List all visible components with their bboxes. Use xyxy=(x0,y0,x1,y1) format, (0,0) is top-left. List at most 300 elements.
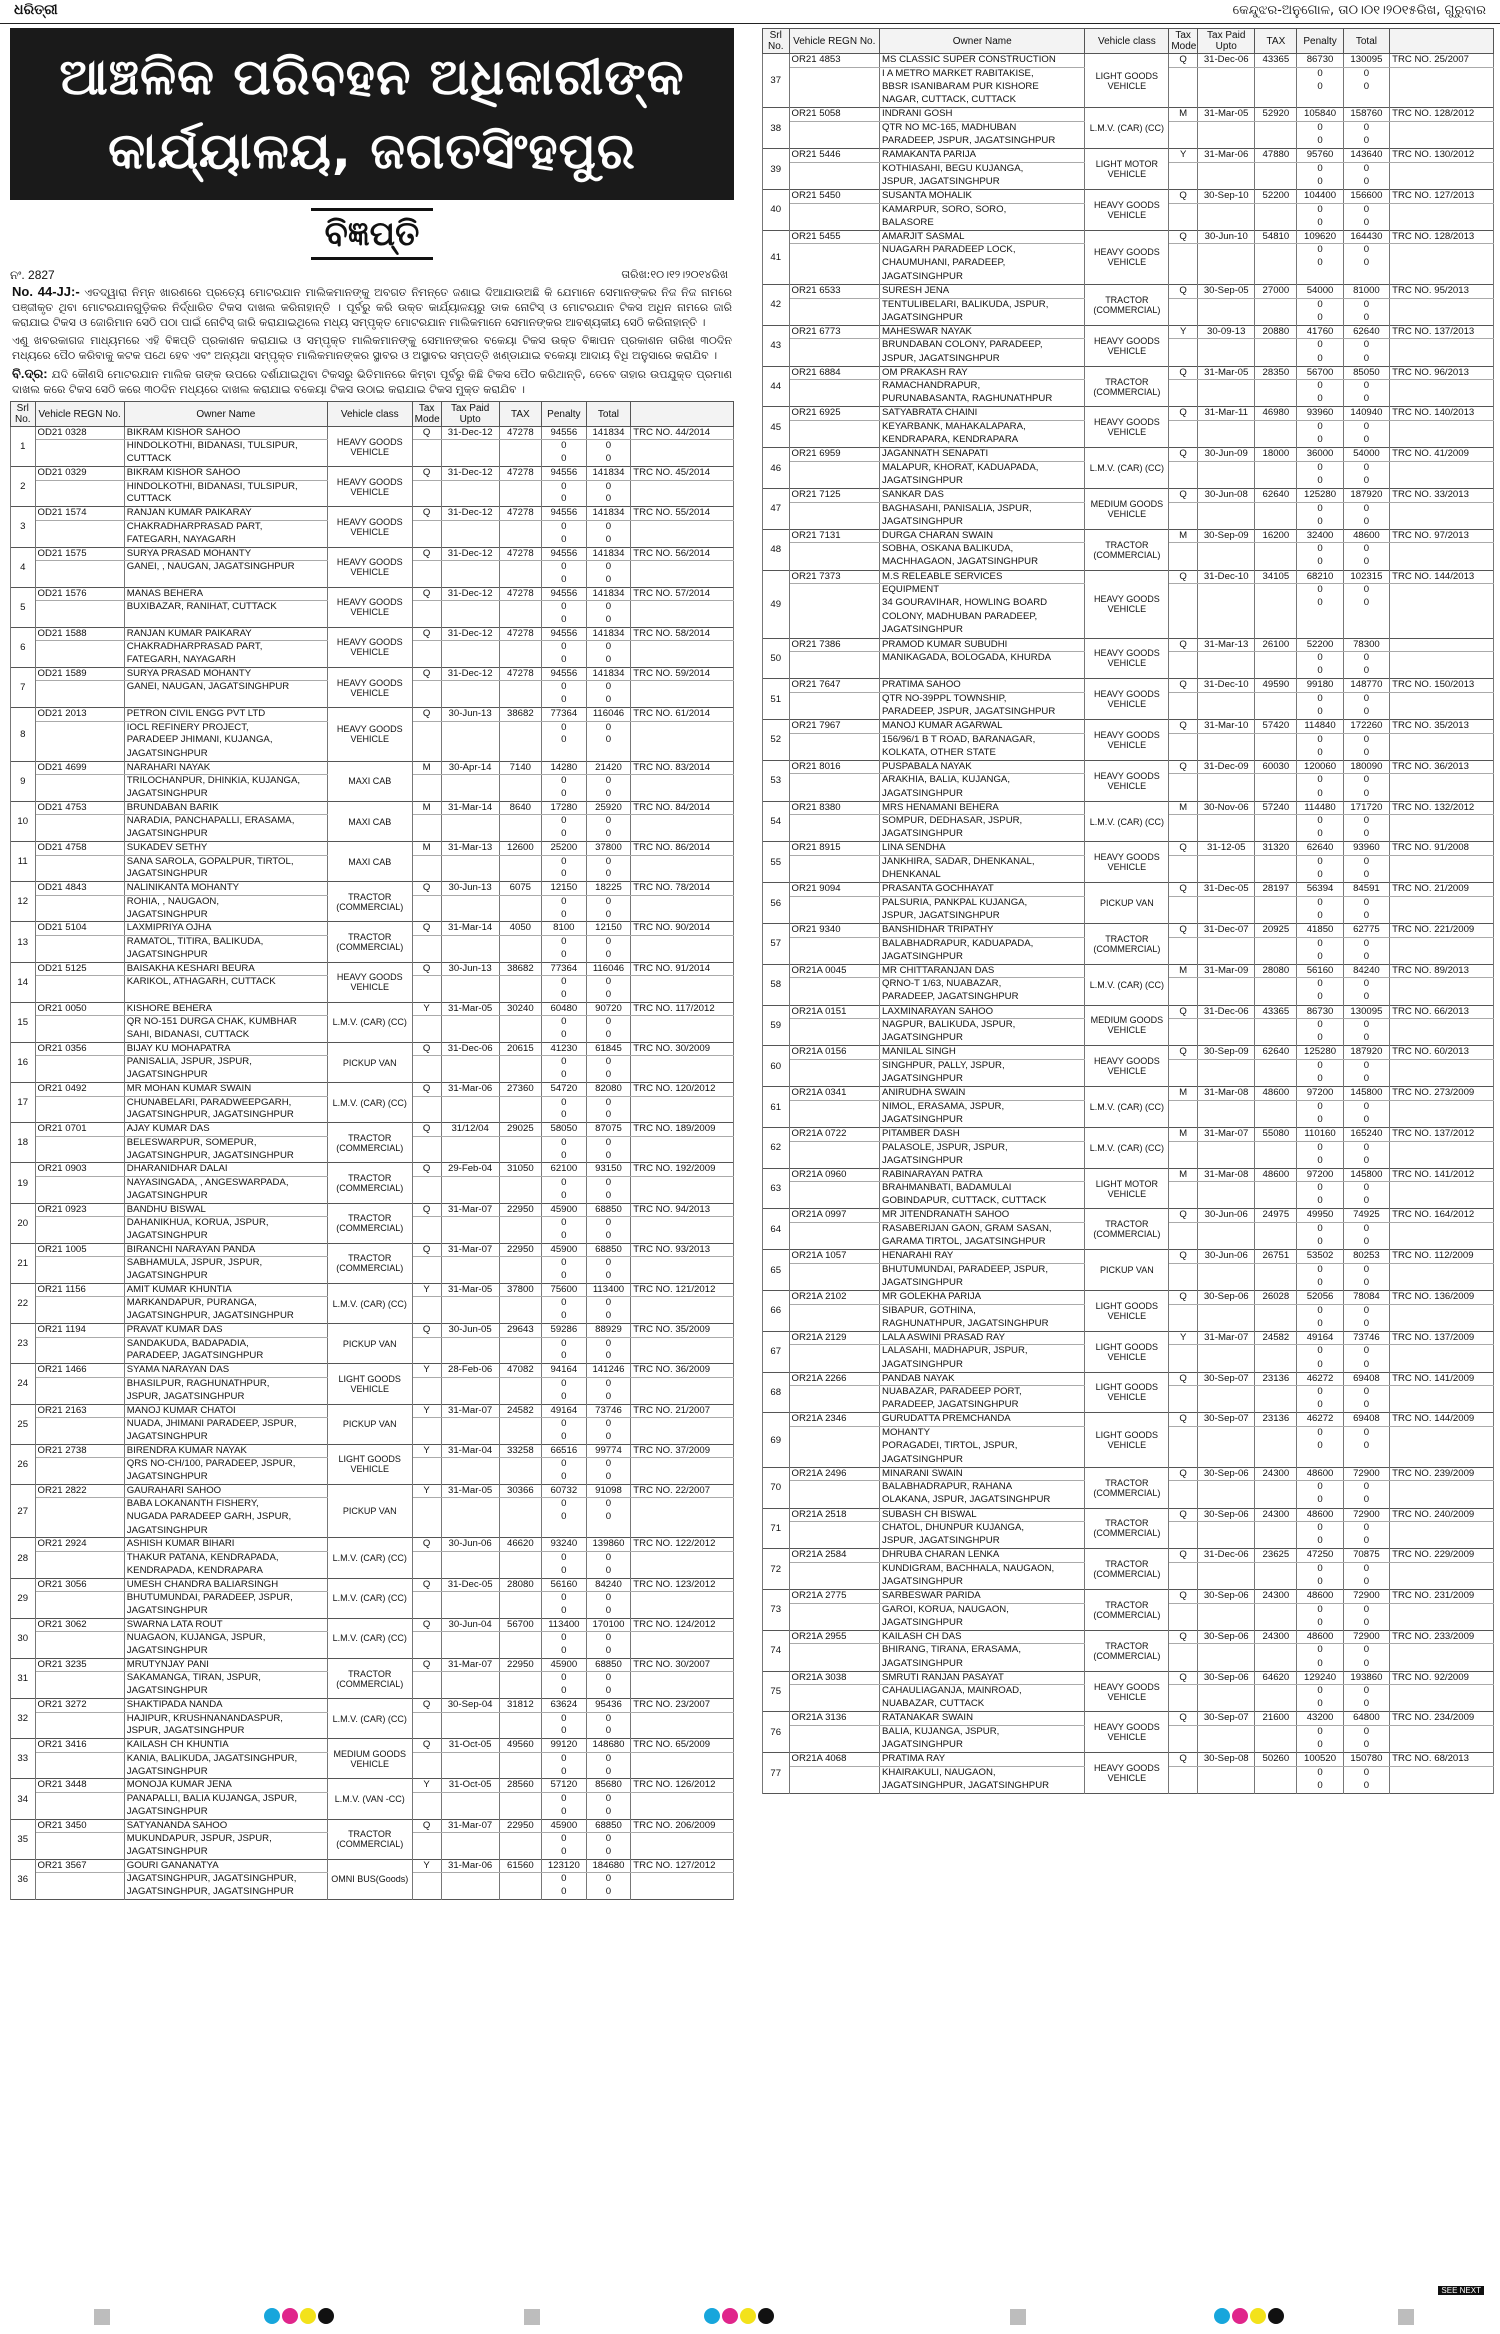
vehicle-class: PICKUP VAN xyxy=(327,1484,412,1538)
owner-address-line: NIMOL, ERASAMA, JSPUR, xyxy=(880,1100,1085,1114)
tax-paid-upto: 30-Sep-08 xyxy=(1198,1753,1255,1767)
trc-blank xyxy=(631,775,734,788)
penalty-amount: 45900 xyxy=(542,1203,587,1216)
penalty-zero: 0 xyxy=(542,641,587,654)
vehicle-class: MAXI CAB xyxy=(327,842,412,882)
print-registration-strip xyxy=(0,2300,1500,2334)
column-header: Total xyxy=(1343,29,1389,54)
tax-blank xyxy=(499,681,541,694)
total-zero: 0 xyxy=(1343,516,1389,530)
trc-blank xyxy=(1390,380,1494,394)
vehicle-class: MEDIUM GOODS VEHICLE xyxy=(327,1739,412,1779)
total-amount: 72900 xyxy=(1343,1508,1389,1522)
trc-blank xyxy=(631,1217,734,1230)
vehicle-class: LIGHT GOODS VEHICLE xyxy=(1085,1372,1169,1413)
penalty-zero: 0 xyxy=(542,1806,587,1819)
trc-blank xyxy=(631,1591,734,1604)
owner-name: MONOJA KUMAR JENA xyxy=(124,1779,327,1792)
total-amount: 193860 xyxy=(1343,1671,1389,1685)
registration-blank xyxy=(789,380,880,394)
tax-paid-upto: 31-Dec-12 xyxy=(441,507,499,520)
trc-number: TRC NO. 21/2007 xyxy=(631,1404,734,1417)
tax-paid-upto: 31/12/04 xyxy=(441,1123,499,1136)
serial-number: 8 xyxy=(11,708,36,762)
tax-amount: 49560 xyxy=(499,1739,541,1752)
total-zero: 0 xyxy=(586,895,631,908)
trc-number: TRC NO. 36/2013 xyxy=(1390,760,1494,774)
vehicle-class: TRACTOR (COMMERCIAL) xyxy=(327,1819,412,1859)
tax-blank xyxy=(499,1056,541,1069)
trc-number: TRC NO. 95/2013 xyxy=(1390,285,1494,299)
penalty-zero: 0 xyxy=(542,1257,587,1270)
tax-mode-blank xyxy=(1169,1359,1198,1373)
tax-blank xyxy=(1255,597,1297,611)
total-zero: 0 xyxy=(586,1806,631,1819)
penalty-zero: 0 xyxy=(1297,121,1343,135)
tax-blank xyxy=(1255,815,1297,829)
registration-blank xyxy=(789,67,880,81)
total-zero: 0 xyxy=(1343,67,1389,81)
owner-address-line: SANDAKUDA, BADAPADIA, xyxy=(124,1337,327,1350)
registration-blank xyxy=(35,1766,124,1779)
total-zero: 0 xyxy=(586,935,631,948)
tax-mode-blank xyxy=(1169,339,1198,353)
total-zero: 0 xyxy=(586,694,631,707)
owner-address-line: GOBINDAPUR, CUTTACK, CUTTACK xyxy=(880,1195,1085,1209)
penalty-amount: 56160 xyxy=(1297,964,1343,978)
trc-blank xyxy=(1390,1766,1494,1780)
tax-mode: Q xyxy=(1169,1712,1198,1726)
penalty-zero: 0 xyxy=(1297,978,1343,992)
tax-amount: 38682 xyxy=(499,708,541,721)
tax-amount: 22950 xyxy=(499,1203,541,1216)
owner-address-line: KANIA, BALIKUDA, JAGATSINGHPUR, xyxy=(124,1752,327,1765)
total-zero: 0 xyxy=(1343,1073,1389,1087)
tax-mode-blank xyxy=(1169,978,1198,992)
total-zero: 0 xyxy=(1343,1535,1389,1549)
owner-address-line: MARKANDAPUR, PURANGA, xyxy=(124,1297,327,1310)
tax-blank xyxy=(499,1230,541,1243)
tax-paid-upto-blank xyxy=(1198,271,1255,285)
total-amount: 70875 xyxy=(1343,1549,1389,1563)
tax-paid-upto: 31-Mar-13 xyxy=(1198,638,1255,652)
serial-number: 10 xyxy=(11,801,36,841)
owner-address-line: KENDRAPADA, KENDRAPARA xyxy=(124,1565,327,1578)
registration-blank xyxy=(789,652,880,666)
total-zero: 0 xyxy=(586,1297,631,1310)
tax-blank xyxy=(1255,869,1297,883)
tax-paid-upto-blank xyxy=(1198,1440,1255,1454)
tax-blank xyxy=(1255,624,1297,638)
table-row xyxy=(763,529,1494,570)
tax-blank xyxy=(499,641,541,654)
registration-blank xyxy=(789,339,880,353)
trc-blank xyxy=(631,895,734,908)
tax-mode: Q xyxy=(412,1819,441,1832)
tax-paid-upto-blank xyxy=(1198,896,1255,910)
owner-address-line: SANA SAROLA, GOPALPUR, TIRTOL, xyxy=(124,855,327,868)
owner-name: LINA SENDHA xyxy=(880,842,1085,856)
vehicle-class: LIGHT MOTOR VEHICLE xyxy=(1085,149,1169,190)
trc-blank xyxy=(1390,1182,1494,1196)
registration-blank xyxy=(789,869,880,883)
total-zero: 0 xyxy=(586,1056,631,1069)
registration-blank xyxy=(789,1494,880,1508)
owner-address-line: JAGATSINGHPUR, JAGATSINGHPUR, xyxy=(124,1873,327,1886)
tax-blank xyxy=(1255,1100,1297,1114)
registration-blank xyxy=(35,1645,124,1658)
serial-number: 76 xyxy=(763,1712,790,1753)
tax-mode-blank xyxy=(412,1846,441,1859)
table-row xyxy=(763,1127,1494,1168)
tax-paid-upto-blank xyxy=(441,775,499,788)
total-zero: 0 xyxy=(1343,1100,1389,1114)
owner-address-line: BRAHMANBATI, BADAMULAI xyxy=(880,1182,1085,1196)
owner-address-line: ARAKHIA, BALIA, KUJANGA, xyxy=(880,774,1085,788)
registration-blank xyxy=(789,706,880,720)
penalty-amount: 77364 xyxy=(542,962,587,975)
tax-blank xyxy=(1255,1195,1297,1209)
trc-blank xyxy=(1390,951,1494,965)
registration-number: OD21 4758 xyxy=(35,842,124,855)
owner-address-line: JAGATSINGHPUR xyxy=(880,1454,1085,1468)
table-row xyxy=(763,54,1494,108)
tax-blank xyxy=(1255,121,1297,135)
total-zero: 0 xyxy=(586,1150,631,1163)
trc-blank xyxy=(1390,856,1494,870)
penalty-amount: 75600 xyxy=(542,1284,587,1297)
total-zero: 0 xyxy=(1343,176,1389,190)
tax-mode-blank xyxy=(1169,1236,1198,1250)
total-zero: 0 xyxy=(586,1458,631,1471)
registration-number: OR21 1194 xyxy=(35,1324,124,1337)
total-zero: 0 xyxy=(1343,1522,1389,1536)
total-amount: 68850 xyxy=(586,1819,631,1832)
trc-blank xyxy=(1390,1318,1494,1332)
tax-paid-upto: 30-Jun-04 xyxy=(441,1618,499,1631)
tax-paid-upto-blank xyxy=(1198,1576,1255,1590)
tax-paid-upto-blank xyxy=(1198,1386,1255,1400)
owner-address-line: JANKHIRA, SADAR, DHENKANAL, xyxy=(880,856,1085,870)
registration-number: OR21A 2496 xyxy=(789,1467,880,1481)
vehicle-class: TRACTOR (COMMERCIAL) xyxy=(1085,1549,1169,1590)
tax-mode-blank xyxy=(1169,380,1198,394)
tax-mode-blank xyxy=(1169,176,1198,190)
owner-address-line: JAGATSINGHPUR xyxy=(880,1359,1085,1373)
registration-blank xyxy=(789,747,880,761)
owner-name: AJAY KUMAR DAS xyxy=(124,1123,327,1136)
penalty-zero: 0 xyxy=(1297,461,1343,475)
tax-mode: Y xyxy=(412,1779,441,1792)
total-amount: 91098 xyxy=(586,1484,631,1497)
newspaper-logo: ଧରିତ୍ରୀ xyxy=(14,2,58,18)
tax-blank xyxy=(1255,856,1297,870)
tax-mode-blank xyxy=(412,855,441,868)
total-amount: 116046 xyxy=(586,708,631,721)
total-zero: 0 xyxy=(1343,1223,1389,1237)
table-row xyxy=(11,1083,734,1123)
tax-blank xyxy=(1255,1494,1297,1508)
owner-address-line: BBSR ISANIBARAM PUR KISHORE xyxy=(880,81,1085,95)
tax-amount: 30240 xyxy=(499,1002,541,1015)
tax-blank xyxy=(1255,774,1297,788)
total-zero: 0 xyxy=(586,1712,631,1725)
total-zero: 0 xyxy=(1343,706,1389,720)
tax-mode: Q xyxy=(412,1163,441,1176)
total-zero: 0 xyxy=(586,560,631,573)
trc-blank xyxy=(631,440,734,453)
tax-blank xyxy=(1255,978,1297,992)
total-zero: 0 xyxy=(586,989,631,1002)
table-row xyxy=(763,720,1494,761)
owner-name: PUSPABALA NAYAK xyxy=(880,760,1085,774)
tax-blank xyxy=(1255,271,1297,285)
owner-address-line: JSPUR, JAGATSINGHPUR xyxy=(124,1725,327,1738)
tax-mode-blank xyxy=(1169,706,1198,720)
trc-blank xyxy=(1390,162,1494,176)
total-zero: 0 xyxy=(586,1109,631,1122)
notice-body xyxy=(10,284,734,397)
trc-blank xyxy=(631,1632,734,1645)
tax-mode: Y xyxy=(412,1404,441,1417)
total-zero: 0 xyxy=(586,734,631,747)
penalty-amount: 99120 xyxy=(542,1739,587,1752)
tax-mode-blank xyxy=(1169,257,1198,271)
see-next-tag: SEE NEXT xyxy=(1438,2286,1484,2295)
penalty-zero: 0 xyxy=(542,1377,587,1390)
tax-blank xyxy=(1255,94,1297,108)
penalty-amount: 94556 xyxy=(542,587,587,600)
table-row xyxy=(11,627,734,667)
table-row xyxy=(11,882,734,922)
owner-address-line: JAGATSINGHPUR xyxy=(124,949,327,962)
penalty-amount: 110160 xyxy=(1297,1127,1343,1141)
tax-amount: 23136 xyxy=(1255,1372,1297,1386)
tax-paid-upto: 31-Dec-12 xyxy=(441,587,499,600)
total-zero: 0 xyxy=(586,1471,631,1484)
owner-address-line: JAGATSINGHPUR xyxy=(124,1766,327,1779)
registration-number: OR21 0923 xyxy=(35,1203,124,1216)
total-zero: 0 xyxy=(586,1096,631,1109)
tax-paid-upto-blank xyxy=(1198,1195,1255,1209)
trc-blank xyxy=(631,534,734,547)
registration-blank xyxy=(789,1236,880,1250)
registration-number: OR21 4853 xyxy=(789,54,880,68)
owner-address-line: FATEGARH, NAYAGARH xyxy=(124,654,327,667)
owner-address-line: JAGATSINGHPUR xyxy=(880,516,1085,530)
penalty-zero: 0 xyxy=(1297,828,1343,842)
trc-blank xyxy=(631,1725,734,1738)
vehicle-class: TRACTOR (COMMERCIAL) xyxy=(327,882,412,922)
table-row xyxy=(11,1578,734,1618)
tax-blank xyxy=(1255,1304,1297,1318)
trc-blank xyxy=(1390,597,1494,611)
trc-number: TRC NO. 25/2007 xyxy=(1390,54,1494,68)
penalty-zero: 0 xyxy=(1297,1359,1343,1373)
owner-address-line: JAGATSINGHPUR xyxy=(124,1605,327,1618)
tax-blank xyxy=(499,1806,541,1819)
tax-paid-upto: 30-Sep-06 xyxy=(1198,1590,1255,1604)
penalty-amount: 68210 xyxy=(1297,570,1343,584)
tax-paid-upto: 31-Mar-06 xyxy=(1198,149,1255,163)
total-zero: 0 xyxy=(586,1069,631,1082)
owner-address-line: JAGATSINGHPUR xyxy=(880,1155,1085,1169)
tax-paid-upto-blank xyxy=(1198,1318,1255,1332)
registration-blank xyxy=(35,1873,124,1886)
registration-blank xyxy=(789,162,880,176)
trc-blank xyxy=(1390,475,1494,489)
left-column xyxy=(10,28,734,1900)
trc-blank xyxy=(631,1150,734,1163)
registration-blank xyxy=(35,1016,124,1029)
owner-name: HENARAHI RAY xyxy=(880,1250,1085,1264)
tax-paid-upto-blank xyxy=(1198,1481,1255,1495)
tax-blank xyxy=(499,1029,541,1042)
tax-mode: Q xyxy=(1169,1413,1198,1427)
vehicle-class: LIGHT GOODS VEHICLE xyxy=(1085,54,1169,108)
total-zero: 0 xyxy=(1343,1263,1389,1277)
serial-number: 37 xyxy=(763,54,790,108)
vehicle-class: LIGHT GOODS VEHICLE xyxy=(327,1364,412,1404)
tax-mode-blank xyxy=(1169,1739,1198,1753)
tax-paid-upto: 31-Mar-04 xyxy=(441,1444,499,1457)
tax-blank xyxy=(1255,393,1297,407)
registration-blank xyxy=(35,1458,124,1471)
total-zero: 0 xyxy=(586,1190,631,1203)
tax-amount: 47278 xyxy=(499,627,541,640)
owner-address-line: JAGATSINGHPUR xyxy=(880,788,1085,802)
penalty-zero: 0 xyxy=(1297,896,1343,910)
tax-paid-upto-blank xyxy=(1198,380,1255,394)
tax-paid-upto-blank xyxy=(1198,1454,1255,1468)
total-zero: 0 xyxy=(1343,1426,1389,1440)
serial-number: 4 xyxy=(11,547,36,587)
tax-mode-blank xyxy=(412,1176,441,1189)
penalty-amount: 97200 xyxy=(1297,1168,1343,1182)
owner-address-line: JAGATSINGHPUR xyxy=(124,868,327,881)
penalty-zero: 0 xyxy=(1297,937,1343,951)
registration-blank xyxy=(35,1029,124,1042)
trc-blank xyxy=(631,1417,734,1430)
registration-blank xyxy=(35,1337,124,1350)
registration-number: OR21 1005 xyxy=(35,1243,124,1256)
owner-address-line: JAGATSINGHPUR xyxy=(880,1617,1085,1631)
penalty-zero: 0 xyxy=(542,480,587,493)
serial-number: 25 xyxy=(11,1404,36,1444)
penalty-zero: 0 xyxy=(542,1391,587,1404)
trc-blank xyxy=(1390,624,1494,638)
tax-mode-blank xyxy=(1169,1481,1198,1495)
penalty-zero: 0 xyxy=(1297,1386,1343,1400)
tax-blank xyxy=(1255,1399,1297,1413)
penalty-zero: 0 xyxy=(1297,706,1343,720)
tax-mode: M xyxy=(412,842,441,855)
trc-blank xyxy=(1390,910,1494,924)
tax-blank xyxy=(499,935,541,948)
trc-blank xyxy=(631,453,734,466)
owner-address-line: NUGADA PARADEEP GARH, JSPUR, xyxy=(124,1511,327,1524)
tax-mode-blank xyxy=(1169,1141,1198,1155)
vehicle-class: L.M.V. (CAR) (CC) xyxy=(327,1538,412,1578)
tax-amount: 27000 xyxy=(1255,285,1297,299)
tax-paid-upto-blank xyxy=(441,1551,499,1564)
total-zero: 0 xyxy=(1343,1562,1389,1576)
vehicle-class: L.M.V. (CAR) (CC) xyxy=(327,1618,412,1658)
owner-name: SURYA PRASAD MOHANTY xyxy=(124,668,327,681)
total-zero: 0 xyxy=(586,440,631,453)
tax-blank xyxy=(499,1766,541,1779)
owner-address-line: GANEI, , NAUGAN, JAGATSINGHPUR xyxy=(124,560,327,573)
total-amount: 141834 xyxy=(586,668,631,681)
column-header: TAX xyxy=(1255,29,1297,54)
table-row xyxy=(763,189,1494,230)
penalty-zero: 0 xyxy=(1297,516,1343,530)
tax-paid-upto-blank xyxy=(1198,1223,1255,1237)
penalty-zero xyxy=(1297,624,1343,638)
dateline: କେନ୍ଦୁଝର-ଅନୁଗୋଳ, ତା୦।୦୧।୨୦୧୫ରିଖ, ଗୁରୁବାର xyxy=(1232,3,1486,18)
registration-number: OR21 3450 xyxy=(35,1819,124,1832)
total-zero: 0 xyxy=(1343,1182,1389,1196)
registration-blank xyxy=(35,1109,124,1122)
tax-blank xyxy=(1255,1236,1297,1250)
table-row xyxy=(11,1324,734,1364)
tax-blank xyxy=(1255,1739,1297,1753)
tax-mode: Q xyxy=(1169,1549,1198,1563)
tax-blank xyxy=(499,1310,541,1323)
trc-blank xyxy=(1390,271,1494,285)
trc-blank xyxy=(1390,421,1494,435)
penalty-zero: 0 xyxy=(1297,1562,1343,1576)
total-zero: 0 xyxy=(1343,1644,1389,1658)
tax-mode-blank xyxy=(412,480,441,493)
tax-mode-blank xyxy=(1169,1454,1198,1468)
tax-mode-blank xyxy=(1169,1345,1198,1359)
registration-blank xyxy=(789,951,880,965)
owner-address-line: NUAGARH PARADEEP LOCK, xyxy=(880,244,1085,258)
tax-paid-upto: 31-Mar-07 xyxy=(441,1658,499,1671)
tax-mode-blank xyxy=(1169,461,1198,475)
total-zero: 0 xyxy=(586,775,631,788)
registration-number: OR21A 0156 xyxy=(789,1046,880,1060)
column-header xyxy=(631,402,734,427)
tax-blank xyxy=(499,989,541,1002)
tax-blank xyxy=(1255,1359,1297,1373)
table-row xyxy=(11,1859,734,1899)
total-zero: 0 xyxy=(586,1431,631,1444)
tax-amount: 49590 xyxy=(1255,679,1297,693)
owner-name: BIRENDRA KUMAR NAYAK xyxy=(124,1444,327,1457)
total-zero: 0 xyxy=(1343,1155,1389,1169)
total-zero: 0 xyxy=(1343,543,1389,557)
tax-mode-blank xyxy=(1169,692,1198,706)
registration-blank xyxy=(789,475,880,489)
notice-heading: ବିଜ୍ଞପ୍ତି xyxy=(10,208,734,260)
trc-blank xyxy=(1390,434,1494,448)
tax-blank xyxy=(499,1109,541,1122)
owner-name: BANSHIDHAR TRIPATHY xyxy=(880,924,1085,938)
serial-number: 57 xyxy=(763,924,790,965)
tax-blank xyxy=(1255,788,1297,802)
vehicle-class: MEDIUM GOODS VEHICLE xyxy=(1085,1005,1169,1046)
trc-number: TRC NO. 127/2012 xyxy=(631,1859,734,1872)
table-row xyxy=(11,507,734,547)
tax-blank xyxy=(1255,475,1297,489)
tax-paid-upto-blank xyxy=(441,721,499,734)
trc-blank xyxy=(631,935,734,948)
owner-address-line: MALAPUR, KHORAT, KADUAPADA, xyxy=(880,461,1085,475)
owner-address-line xyxy=(124,989,327,1002)
tax-blank xyxy=(1255,747,1297,761)
